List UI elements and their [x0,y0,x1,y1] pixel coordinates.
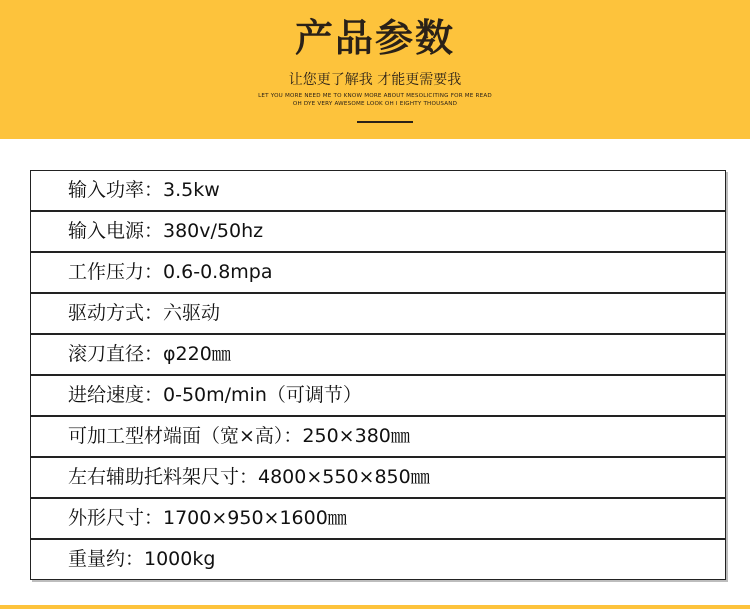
spec-text: 进给速度：0-50m/min（可调节） [68,384,362,406]
spec-text: 可加工型材端面（宽×高）：250×380㎜ [68,425,410,447]
spec-row-overall-dimensions [30,498,726,539]
page-title: 产品参数 [294,16,455,60]
spec-row-input-power [30,170,726,211]
bottom-accent-line [0,605,750,609]
spec-row-working-pressure [30,252,726,293]
spec-row-drive-mode [30,293,726,334]
spec-text: 输入功率：3.5kw [68,179,220,201]
spec-row-profile-end-face [30,416,726,457]
spec-text: 驱动方式：六驱动 [68,302,221,324]
spec-text: 左右辅助托料架尺寸：4800×550×850㎜ [68,466,430,488]
spec-row-weight [30,539,726,580]
page-subtitle: 让您更了解我 才能更需要我 [288,72,462,88]
spec-text: 滚刀直径：φ220㎜ [68,343,231,365]
spec-row-feed-speed [30,375,726,416]
english-tagline-line-2: OH DYE VERY AWESOME LOOK OH I EIGHTY THOUSAND [292,101,458,107]
title-underline [357,121,413,123]
spec-text: 输入电源：380v/50hz [68,220,264,242]
header-banner [0,0,750,139]
spec-list [30,170,726,580]
spec-text: 工作压力：0.6-0.8mpa [68,261,273,283]
english-tagline-line-1: LET YOU MORE NEED ME TO KNOW MORE ABOUT MESOLICITING FOR ME READ [258,93,492,99]
spec-row-cutter-diameter [30,334,726,375]
spec-text: 重量约：1000kg [68,548,216,570]
spec-row-power-supply [30,211,726,252]
spec-text: 外形尺寸：1700×950×1600㎜ [68,507,347,529]
spec-row-support-rack-size [30,457,726,498]
